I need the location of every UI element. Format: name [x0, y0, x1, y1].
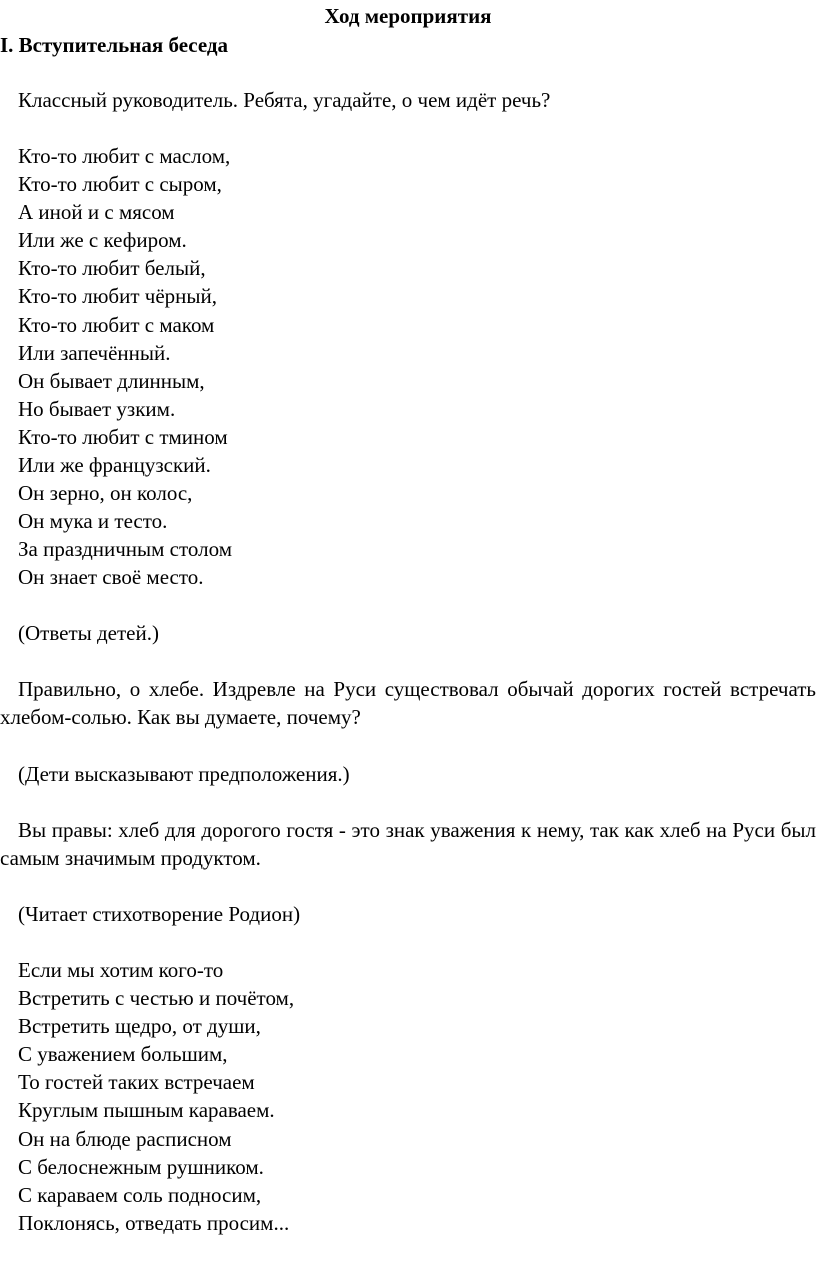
riddle-line: Он знает своё место.	[18, 565, 204, 590]
riddle-verse	[18, 142, 232, 592]
riddle-line: А иной и с мясом	[18, 200, 175, 225]
poem-line: С караваем соль подносим,	[18, 1182, 262, 1207]
page-title: Ход мероприятия	[324, 4, 492, 28]
riddle-line: Или же с кефиром.	[18, 228, 187, 253]
riddle-line: Кто-то любит с маслом,	[18, 144, 231, 168]
riddle-line: Он бывает длинным,	[18, 368, 205, 393]
riddle-line: Или же французский.	[18, 453, 211, 478]
riddle-line: Или запечённый.	[18, 340, 171, 365]
intro-paragraph: Классный руководитель. Ребята, угадайте, о чем идёт речь?	[18, 88, 551, 112]
poem-line: То гостей таких встречаем	[18, 1070, 255, 1095]
respect-paragraph: Вы правы: хлеб для дорогого гостя - это знак уважения к нему, так как хлеб на Руси был самым значимым продуктом.	[0, 818, 816, 870]
children-guess-note: (Дети высказывают предположения.)	[18, 762, 350, 786]
poem-line: Встретить с честью и почётом,	[18, 986, 295, 1011]
poem-line: Если мы хотим кого-то	[18, 958, 224, 982]
children-answers-note: (Ответы детей.)	[18, 621, 159, 645]
poem-line: Поклонясь, отведать просим...	[18, 1210, 290, 1235]
riddle-line: За праздничным столом	[18, 537, 232, 562]
poem-line: С уважением большим,	[18, 1042, 228, 1067]
riddle-line: Кто-то любит с сыром,	[18, 172, 222, 197]
section-heading: I. Вступительная беседа	[0, 33, 229, 57]
riddle-line: Он мука и тесто.	[18, 509, 168, 534]
welcome-poem	[18, 956, 294, 1237]
riddle-line: Кто-то любит с маком	[18, 312, 215, 337]
poem-line: Он на блюде расписном	[18, 1126, 232, 1151]
riddle-line: Кто-то любит чёрный,	[18, 284, 217, 309]
riddle-line: Кто-то любит белый,	[18, 256, 206, 281]
poem-line: Встретить щедро, от души,	[18, 1014, 261, 1039]
reading-note: (Читает стихотворение Родион)	[18, 902, 301, 926]
riddle-line: Кто-то любит с тмином	[18, 424, 228, 449]
poem-line: Круглым пышным караваем.	[18, 1098, 275, 1123]
bread-paragraph: Правильно, о хлебе. Издревле на Руси существовал обычай дорогих гостей встречать хлебом-солью. Как вы думаете, почему?	[0, 677, 816, 729]
riddle-line: Он зерно, он колос,	[18, 481, 193, 506]
poem-line: С белоснежным рушником.	[18, 1154, 264, 1179]
riddle-line: Но бывает узким.	[18, 396, 176, 421]
